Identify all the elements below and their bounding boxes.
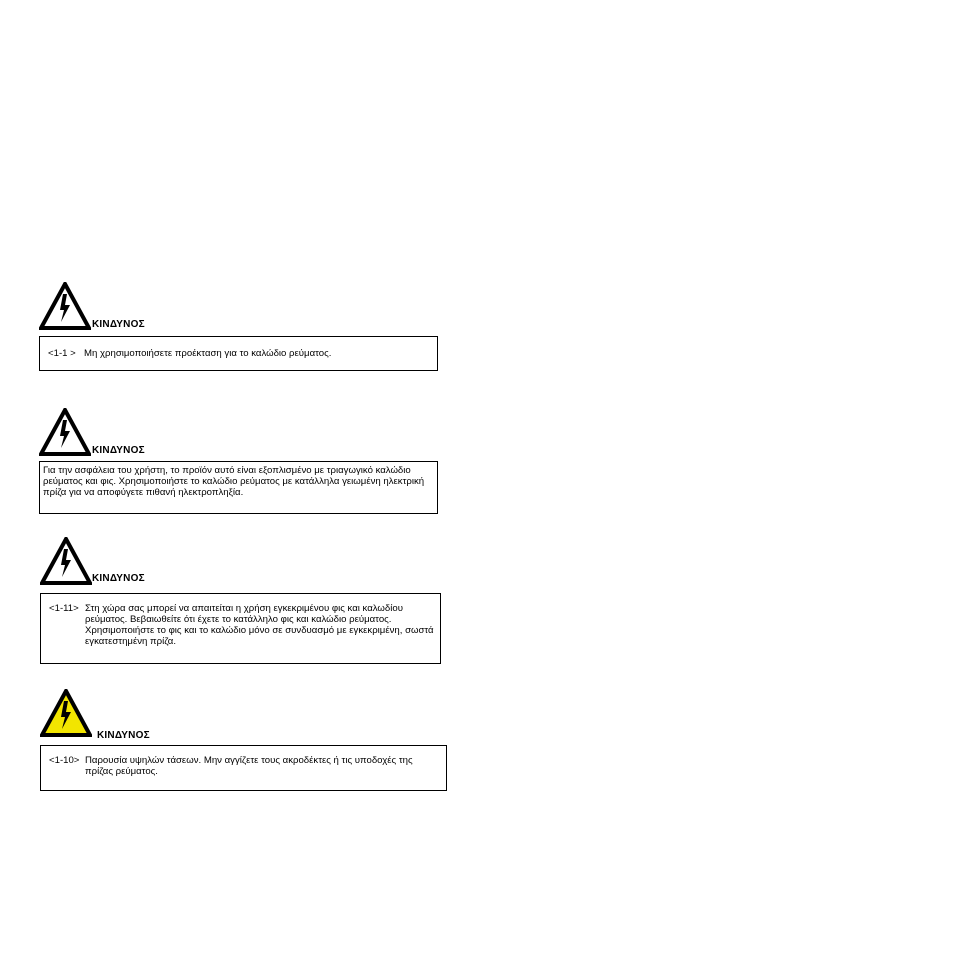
danger-label: ΚΙΝΔΥΝΟΣ [97,730,150,741]
message-box [40,745,447,791]
message-text: Για την ασφάλεια του χρήστη, το προϊόν αυτό είναι εξοπλισμένο με τριαγωγικό καλώδιο ρεύματος και φις. Χρησιμοποιήστε το καλώδιο ρεύματος με κατάλληλα γειωμένη ηλεκτρική πρίζα για να αποφύγετε πιθανή ηλεκτροπληξία. [43,465,425,498]
message-code: <1-10> [49,755,80,766]
message-box [39,461,438,514]
danger-label: ΚΙΝΔΥΝΟΣ [92,573,145,584]
message-box [39,336,438,371]
message-text: Παρουσία υψηλών τάσεων. Μην αγγίζετε τους ακροδέκτες ή τις υποδοχές της πρίζας ρεύματος. [85,755,413,777]
message-text: Στη χώρα σας μπορεί να απαιτείται η χρήση εγκεκριμένου φις και καλωδίου ρεύματος. Βεβαιωθείτε ότι έχετε το κατάλληλο φις και καλώδιο ρεύματος. Χρησιμοποιήστε το φις και το καλώδιο μόνο σε συνδυασμό με εγκεκριμένη, σωστά εγκατεστημένη πρίζα. [85,603,434,647]
danger-label: ΚΙΝΔΥΝΟΣ [92,445,145,456]
high-voltage-warning-icon [39,282,91,330]
message-box [40,593,441,664]
danger-label: ΚΙΝΔΥΝΟΣ [92,319,145,330]
high-voltage-warning-icon [40,537,92,585]
high-voltage-warning-icon [40,689,92,737]
message-code: <1-1 > [48,348,76,359]
message-code: <1-11> [49,603,79,614]
message-text: Μη χρησιμοποιήσετε προέκταση για το καλώδιο ρεύματος. [84,348,332,359]
high-voltage-warning-icon [39,408,91,456]
